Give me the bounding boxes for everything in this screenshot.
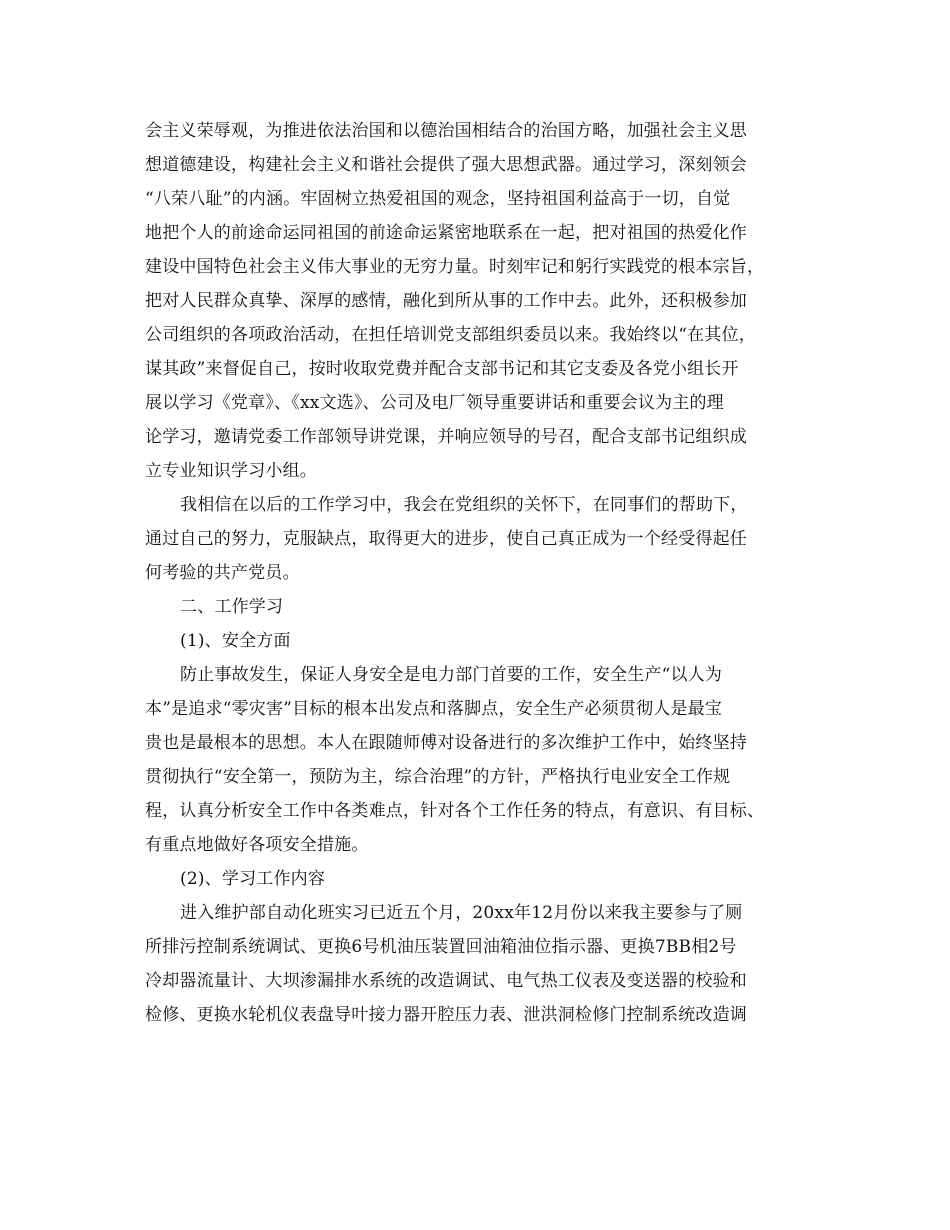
text-line: 本”是追求“零灾害”目标的根本出发点和落脚点，安全生产必须贯彻人是最宝 [145,699,723,719]
section-heading: 二、工作学习 [180,597,284,617]
text-line: 论学习，邀请党委工作部领导讲党课，并响应领导的号召，配合支部书记组织成 [145,427,747,447]
subsection-heading: (2)、学习工作内容 [180,869,326,889]
text-line: 展以学习《党章》、《xx文选》、公司及电厂领导重要讲话和重要会议为主的理 [145,393,724,413]
text-line: 冷却器流量计、大坝渗漏排水系统的改造调试、电气热工仪表及变送器的校验和 [145,971,747,991]
text-line: 通过自己的努力，克服缺点，取得更大的进步，使自己真正成为一个经受得起任 [145,529,747,549]
text-line: 贯彻执行“安全第一，预防为主，综合治理”的方针，严格执行电业安全工作规 [145,767,731,787]
text-line: 贵也是最根本的思想。本人在跟随师傅对设备进行的多次维护工作中，始终坚持 [145,733,747,753]
text-line: “八荣八耻”的内涵。牢固树立热爱祖国的观念，坚持祖国利益高于一切，自觉 [145,189,731,209]
text-line: 检修、更换水轮机仪表盘导叶接力器开腔压力表、泄洪洞检修门控制系统改造调 [145,1005,747,1025]
text-line: 所排污控制系统调试、更换6号机油压装置回油箱油位指示器、更换7BB相2号 [145,937,737,957]
text-line: 想道德建设，构建社会主义和谐社会提供了强大思想武器。通过学习，深刻领会 [145,155,747,175]
paragraph-start: 进入维护部自动化班实习已近五个月，20xx年12月份以来我主要参与了厕 [180,903,743,923]
text-line: 谋其政”来督促自己，按时收取党费并配合支部书记和其它支委及各党小组长开 [145,359,739,379]
text-line: 把对人民群众真挚、深厚的感情，融化到所从事的工作中去。此外，还积极参加 [145,291,747,311]
text-line: 何考验的共产党员。 [145,563,300,583]
text-line: 会主义荣辱观，为推进依法治国和以德治国相结合的治国方略，加强社会主义思 [145,121,747,141]
text-line: 程，认真分析安全工作中各类难点，针对各个工作任务的特点，有意识、有目标、 [145,801,765,821]
text-line: 公司组织的各项政治活动，在担任培训党支部组织委员以来。我始终以“在其位， [145,325,756,345]
text-line: 建设中国特色社会主义伟大事业的无穷力量。时刻牢记和躬行实践党的根本宗旨， [145,257,765,277]
text-line: 立专业知识学习小组。 [145,461,317,481]
paragraph-start: 我相信在以后的工作学习中，我会在党组织的关怀下，在同事们的帮助下， [180,495,748,515]
text-line: 地把个人的前途命运同祖国的前途命运紧密地联系在一起，把对祖国的热爱化作 [145,223,747,243]
paragraph-start: 防止事故发生，保证人身安全是电力部门首要的工作，安全生产“以人为 [180,665,723,685]
text-line: 有重点地做好各项安全措施。 [145,835,369,855]
subsection-heading: (1)、安全方面 [180,631,291,651]
